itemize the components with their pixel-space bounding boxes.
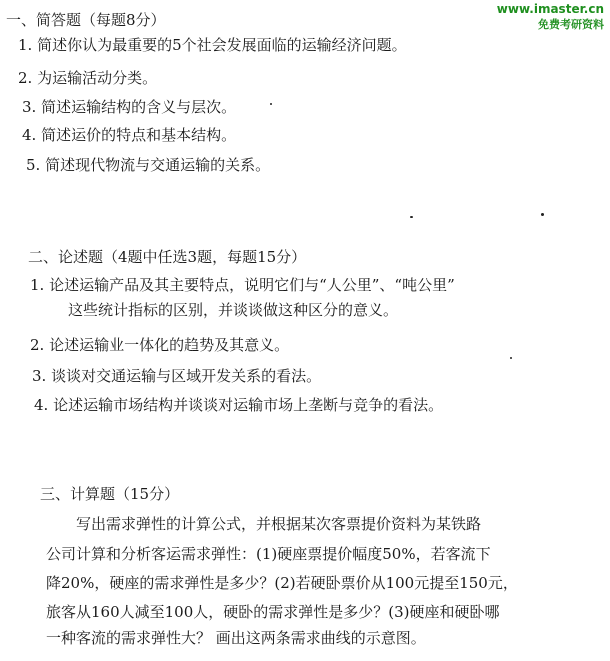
section3-line-3: 降20%，硬座的需求弹性是多少？(2)若硬卧票价从100元提至150元， <box>46 574 518 592</box>
scan-speck <box>541 213 544 216</box>
scan-speck <box>270 103 272 105</box>
section3-heading: 三、计算题（15分） <box>40 485 180 503</box>
section1-heading: 一、简答题（每题8分） <box>6 11 166 29</box>
section3-line-2: 公司计算和分析客运需求弹性：(1)硬座票提价幅度50%，若客流下 <box>46 545 491 563</box>
section2-heading: 二、论述题（4题中任选3题，每题15分） <box>28 248 307 266</box>
scan-speck <box>410 216 413 218</box>
section2-item-1-cont: 这些统计指标的区别，并谈谈做这种区分的意义。 <box>68 301 399 319</box>
section3-line-4: 旅客从160人减至100人，硬卧的需求弹性是多少？(3)硬座和硬卧哪 <box>46 603 500 621</box>
section2-item-3: 3. 谈谈对交通运输与区域开发关系的看法。 <box>32 367 322 385</box>
section1-item-2: 2. 为运输活动分类。 <box>18 69 158 87</box>
section1-item-3: 3. 简述运输结构的含义与层次。 <box>22 98 237 116</box>
section1-item-1: 1. 简述你认为最重要的5个社会发展面临的运输经济问题。 <box>18 36 407 54</box>
section3-line-1: 写出需求弹性的计算公式，并根据某次客票提价资料为某铁路 <box>76 515 482 533</box>
section2-item-4: 4. 论述运输市场结构并谈谈对运输市场上垄断与竞争的看法。 <box>34 396 444 414</box>
watermark <box>497 2 604 32</box>
section1-item-4: 4. 简述运价的特点和基本结构。 <box>22 126 237 144</box>
watermark-subtitle: 免费考研资料 <box>538 18 604 31</box>
section3-line-5: 一种客流的需求弹性大？ 画出这两条需求曲线的示意图。 <box>46 629 426 647</box>
scan-speck <box>510 357 512 359</box>
watermark-url: www.imaster.cn <box>496 2 604 16</box>
section1-item-5: 5. 简述现代物流与交通运输的关系。 <box>26 156 271 174</box>
section2-item-2: 2. 论述运输业一体化的趋势及其意义。 <box>30 336 290 354</box>
section2-item-1: 1. 论述运输产品及其主要特点，说明它们与“人公里”、“吨公里” <box>30 276 455 294</box>
